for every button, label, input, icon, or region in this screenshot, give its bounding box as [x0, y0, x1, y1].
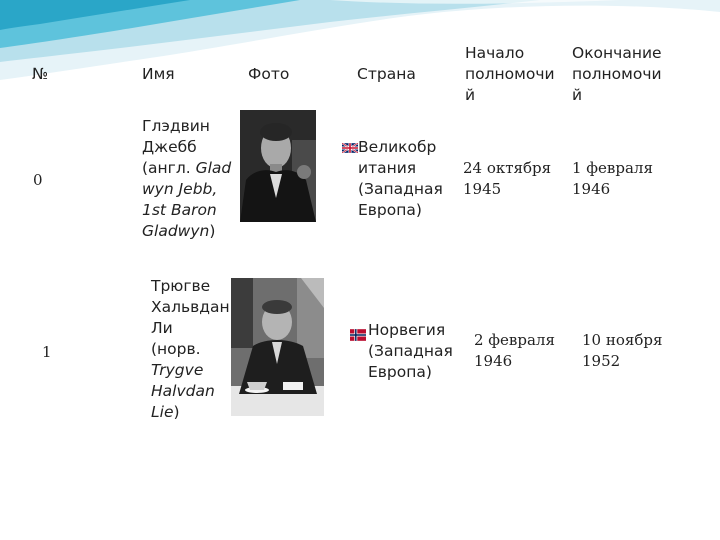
header-name: Имя: [142, 65, 175, 83]
header-start: Начало полномочи й: [465, 44, 555, 104]
header-country: Страна: [357, 65, 416, 83]
row-0-portrait-photo: [240, 110, 316, 222]
row-0-start-date: 24 октября 1945: [463, 159, 552, 198]
row-1-country: Норвегия (Западная Европа): [368, 321, 453, 381]
row-0-name: Глэдвин Джебб (англ. Glad wyn Jebb, 1st Baron Gladwyn): [142, 117, 232, 240]
row-0-country: Великобр итания (Западная Европа): [358, 138, 443, 219]
header-photo: Фото: [248, 65, 290, 83]
uk-flag-icon: [342, 143, 358, 153]
header-number: №: [32, 65, 49, 83]
row-1-start-date: 2 февраля 1946: [474, 331, 555, 370]
row-1-name: Трюгве Хальвдан Ли (норв. Trygve Halvdan Lie): [151, 277, 230, 421]
row-1-portrait-photo: [231, 278, 324, 416]
row-0-end-date: 1 февраля 1946: [572, 159, 653, 198]
row-1-end-date: 10 ноября 1952: [582, 331, 663, 370]
row-1-number: 1: [42, 343, 52, 361]
header-end: Окончание полномочи й: [572, 44, 662, 104]
row-0-number: 0: [33, 171, 43, 189]
norway-flag-icon: [350, 329, 366, 341]
